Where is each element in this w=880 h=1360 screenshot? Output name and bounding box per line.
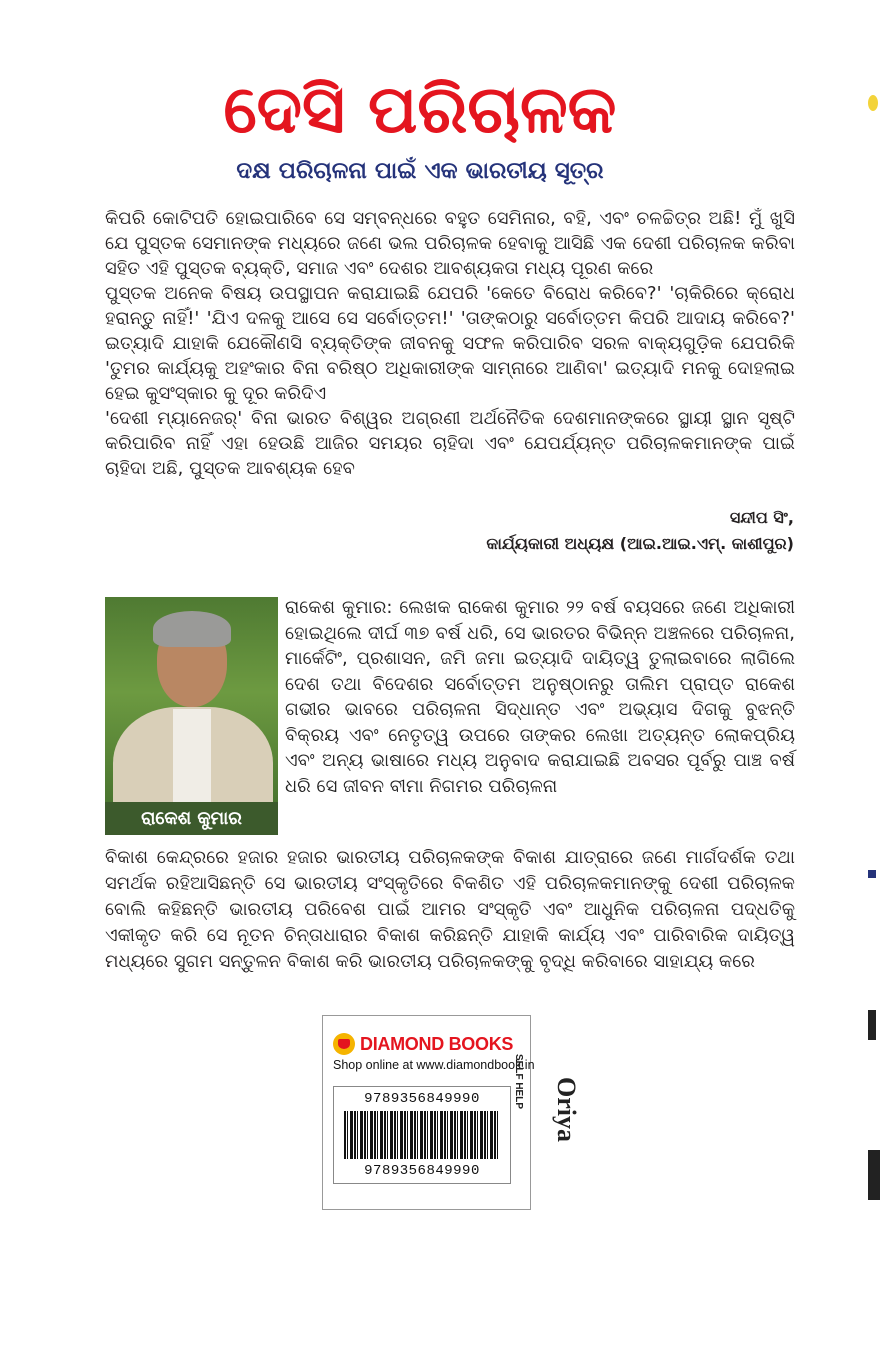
author-bio: ରାକେଶ କୁମାର: ଲେଖକ ରାକେଶ କୁମାର ୨୨ ବର୍ଷ ବୟସରେ ଜଣେ ଅଧିକାରୀ ହୋଇଥିଲେ ଦୀର୍ଘ ୩୭ ବର୍ଷ ଧରି, ସେ ଭାରତର ବିଭିନ୍ନ ଅଞ୍ଚଳରେ ପରିଚାଳନା, ମାର୍କେଟିଂ, ପ୍ରଶାସନ, ଜମି ଜମା ଇତ୍ୟାଦି ଦାୟିତ୍ୱ ତୁଲାଇବାରେ ଲାଗିଲେ ଦେଶ ତଥା ବିଦେଶର ସର୍ବୋତ୍ତମ ଅନୁଷ୍ଠାନରୁ ତାଲିମ ପ୍ରାପ୍ତ ରାକେଶ ଗଭୀର ଭାବରେ ପରିଚାଳନା ସିଦ୍ଧାନ୍ତ ଏବଂ ଅଭ୍ୟାସ ଦିଗକୁ ବୁଝନ୍ତି ବିକ୍ରୟ ଏବଂ ନେତୃତ୍ୱ ଉପରେ ତାଙ୍କର ଲେଖା ଅତ୍ୟନ୍ତ ଲୋକପ୍ରିୟ ଏବଂ ଅନ୍ୟ ଭାଷାରେ ମଧ୍ୟ ଅନୁବାଦ କରାଯାଇଛି ଅବସର ପୂର୍ବରୁ ପାଞ୍ଚ ବର୍ଷ ଧରି ସେ ଜୀବନ ବୀମା ନିଗମର ପରିଚାଳନା — [285, 597, 795, 797]
spine-text-fragment — [868, 1010, 876, 1040]
blurb-paragraph: 'ଦେଶୀ ମ୍ୟାନେଜର୍' ବିନା ଭାରତ ବିଶ୍ୱର ଅଗ୍ରଣୀ ଅର୍ଥନୈତିକ ଦେଶମାନଙ୍କରେ ସ୍ଥାୟୀ ସ୍ଥାନ ସୃଷ୍ଟି କରିପାରିବ ନାହିଁ ଏହା ହେଉଛି ଆଜିର ସମୟର ଚାହିଦା ଏବଂ ଯେପର୍ଯ୍ୟନ୍ତ ପରିଚାଳକମାନଙ୍କ ପାଇଁ ଚାହିଦା ଅଛି, ପୁସ୍ତକ ଆବଶ୍ୟକ ହେବ — [105, 408, 795, 479]
blurb-paragraph: ପୁସ୍ତକ ଅନେକ ବିଷୟ ଉପସ୍ଥାପନ କରାଯାଇଛି ଯେପରି 'କେତେ ବିରୋଧ କରିବେ?' 'ଚାକିରିରେ କ୍ରୋଧ ହରାନ୍ତୁ ନାହିଁ!' 'ଯିଏ ଦଳକୁ ଆସେ ସେ ସର୍ବୋତ୍ତମ!' 'ତାଙ୍କଠାରୁ ସର୍ବୋତ୍ତମ କିପରି ଆଦାୟ କରିବେ?' ଇତ୍ୟାଦି ଯାହାକି ଯେକୌଣସି ବ୍ୟକ୍ତିଙ୍କ ଜୀବନକୁ ସଫଳ କରିପାରିବ ସରଳ ବାକ୍ୟଗୁଡ଼ିକ ଯେପରିକି 'ତୁମର କାର୍ଯ୍ୟକୁ ଅହଂକାର ବିନା ବରିଷ୍ଠ ଅଧିକାରୀଙ୍କ ସାମ୍ନାରେ ଆଣିବା' ଇତ୍ୟାଦି ମନକୁ ଦୋହଲାଇ ହେଇ କୁସଂସ୍କାର କୁ ଦୂର କରିଦିଏ — [105, 283, 795, 404]
author-photo — [105, 597, 278, 835]
back-cover-content — [105, 206, 795, 1210]
publisher-name: DIAMOND BOOKS — [360, 1033, 514, 1054]
diamond-logo-icon — [333, 1033, 355, 1055]
isbn-top: 9789356849990 — [364, 1091, 480, 1107]
spine-logo-fragment — [868, 95, 878, 111]
book-subtitle: ଦକ୍ଷ ପରିଚାଳନା ପାଇଁ ଏକ ଭାରତୀୟ ସୂତ୍ର — [236, 158, 604, 184]
book-title: ଦେସି ପରିଚାଳକ — [223, 71, 617, 148]
spine-text-fragment — [868, 1150, 880, 1200]
photo-caption: ରାକେଶ କୁମାର — [105, 802, 278, 835]
blurb-paragraph: କିପରି କୋଟିପତି ହୋଇପାରିବେ ସେ ସମ୍ବନ୍ଧରେ ବହୁତ ସେମିନାର, ବହି, ଏବଂ ଚଳଚ୍ଚିତ୍ର ଅଛି! ମୁଁ ଖୁସି ଯେ ପୁସ୍ତକ ସେମାନଙ୍କ ମଧ୍ୟରେ ଜଣେ ଭଲ ପରିଚାଳକ ହେବାକୁ ଆସିଛି ଏକ ଦେଶୀ ପରିଚାଳକ କରିବା ସହିତ ଏହି ପୁସ୍ତକ ବ୍ୟକ୍ତି, ସମାଜ ଏବଂ ଦେଶର ଆବଶ୍ୟକତା ମଧ୍ୟ ପୂରଣ କରେ — [105, 208, 795, 279]
barcode — [333, 1086, 511, 1184]
endorser-role: କାର୍ଯ୍ୟକାରୀ ଅଧ୍ୟକ୍ଷ (ଆଇ.ଆଇ.ଏମ୍. କାଶୀପୁର) — [486, 534, 794, 553]
shop-online-text: Shop online at www.diamondbook.in — [333, 1058, 535, 1072]
spine-text-fragment — [868, 870, 876, 878]
photo-hair — [153, 611, 231, 647]
barcode-panel — [322, 1015, 535, 1210]
endorsement-signature — [105, 505, 795, 557]
category-label: SELF HELP — [513, 1054, 524, 1110]
author-section — [105, 595, 795, 835]
isbn-bottom: 9789356849990 — [364, 1163, 480, 1179]
publisher-logo — [333, 1033, 513, 1055]
publisher-row — [322, 1015, 795, 1210]
barcode-bars — [344, 1111, 500, 1159]
author-bio-continued: ବିକାଶ କେନ୍ଦ୍ରରେ ହଜାର ହଜାର ଭାରତୀୟ ପରିଚାଳକଙ୍କ ବିକାଶ ଯାତ୍ରାରେ ଜଣେ ମାର୍ଗଦର୍ଶକ ତଥା ସମର୍ଥକ ରହିଆସିଛନ୍ତି ସେ ଭାରତୀୟ ସଂସ୍କୃତିରେ ବିକଶିତ ଏହି ପରିଚାଳକମାନଙ୍କୁ ଦେଶୀ ପରିଚାଳକ ବୋଲି କହିଛନ୍ତି ଭାରତୀୟ ପରିବେଶ ପାଇଁ ଆମର ସଂସ୍କୃତି ଏବଂ ଆଧୁନିକ ପରିଚାଳନା ପଦ୍ଧତିକୁ ଏକୀକୃତ କରି ସେ ନୂତନ ଚିନ୍ତାଧାରାର ବିକାଶ କରିଛନ୍ତି ଯାହାକି କାର୍ଯ୍ୟ ଏବଂ ପାରିବାରିକ ଦାୟିତ୍ୱ ମଧ୍ୟରେ ସୁଗମ ସନ୍ତୁଳନ ବିକାଶ କରି ଭାରତୀୟ ପରିଚାଳକଙ୍କୁ ବୃଦ୍ଧି କରିବାରେ ସାହାଯ୍ୟ କରେ — [105, 847, 795, 972]
endorser-name: ସନ୍ଦୀପ ସିଂ, — [729, 508, 794, 527]
language-label: Oriya — [552, 1077, 581, 1142]
